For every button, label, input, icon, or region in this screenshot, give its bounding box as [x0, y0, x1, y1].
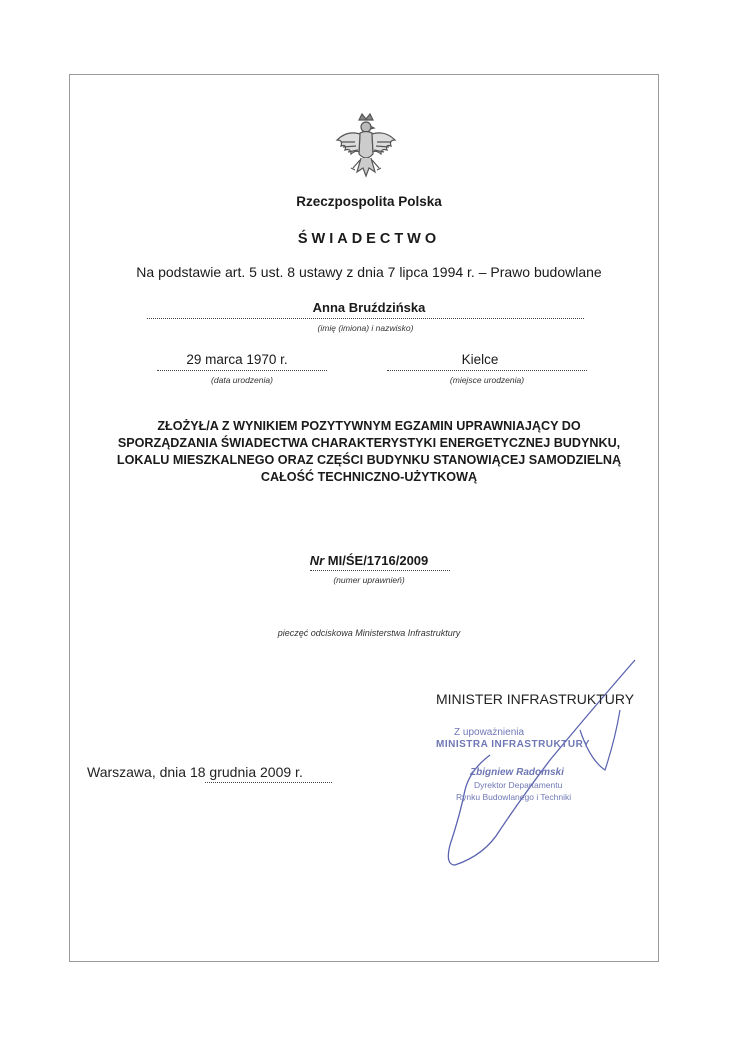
birth-place-caption: (miejsce urodzenia): [449, 375, 525, 385]
birth-date-dotted-line: [157, 370, 327, 371]
stamp-line: Zbigniew Radomski: [470, 767, 564, 778]
certificate-number-value: MI/ŚE/1716/2009: [327, 553, 429, 568]
birth-date-caption: (data urodzenia): [211, 375, 273, 385]
stamp-line: Z upoważnienia: [454, 727, 525, 738]
legal-basis: Na podstawie art. 5 ust. 8 ustawy z dnia 7 lipca 1994 r. – Prawo budowlane: [136, 264, 602, 280]
white-eagle-emblem-icon: [333, 110, 399, 188]
issue-date: 18 grudnia 2009 r.: [189, 764, 303, 780]
country-name: Rzeczpospolita Polska: [296, 194, 442, 209]
issue-place-date: [87, 764, 303, 780]
stamp-line: MINISTRA INFRASTRUKTURY: [436, 739, 591, 750]
document-title: ŚWIADECTWO: [297, 231, 441, 247]
stamp-line: Rynku Budowlanego i Techniki: [456, 792, 572, 802]
statement-line: LOKALU MIESZKALNEGO ORAZ CZĘŚCI BUDYNKU STANOWIĄCEJ SAMODZIELNĄ: [116, 453, 622, 467]
seal-note: pieczęć odciskowa Ministerstwa Infrastruktury: [277, 628, 461, 638]
certificate-number: [69, 553, 669, 568]
statement-line: CAŁOŚĆ TECHNICZNO-UŻYTKOWĄ: [260, 470, 478, 484]
qualification-statement: [69, 418, 669, 486]
holder-name: Anna Bruździńska: [312, 300, 426, 315]
nr-label: Nr: [309, 553, 325, 568]
signatory-title: MINISTER INFRASTRUKTURY: [436, 691, 635, 707]
statement-line: ZŁOŻYŁ/A Z WYNIKIEM POZYTYWNYM EGZAMIN UPRAWNIAJĄCY DO: [157, 419, 581, 433]
birth-date: 29 marca 1970 r.: [186, 352, 288, 367]
issue-prefix: Warszawa, dnia: [87, 764, 187, 780]
birth-place: Kielce: [461, 352, 499, 367]
handwritten-signature-icon: [430, 640, 670, 880]
name-dotted-line: [147, 318, 584, 319]
certificate-number-caption: (numer uprawnień): [333, 575, 405, 585]
issue-date-dotted-line: [205, 782, 332, 783]
statement-line: SPORZĄDZANIA ŚWIADECTWA CHARAKTERYSTYKI ENERGETYCZNEJ BUDYNKU,: [117, 436, 621, 450]
stamp-line: Dyrektor Departamentu: [474, 780, 563, 790]
birth-place-dotted-line: [387, 370, 587, 371]
name-caption: (imię (imiona) i nazwisko): [317, 323, 414, 333]
certificate-number-underline: [310, 570, 450, 571]
